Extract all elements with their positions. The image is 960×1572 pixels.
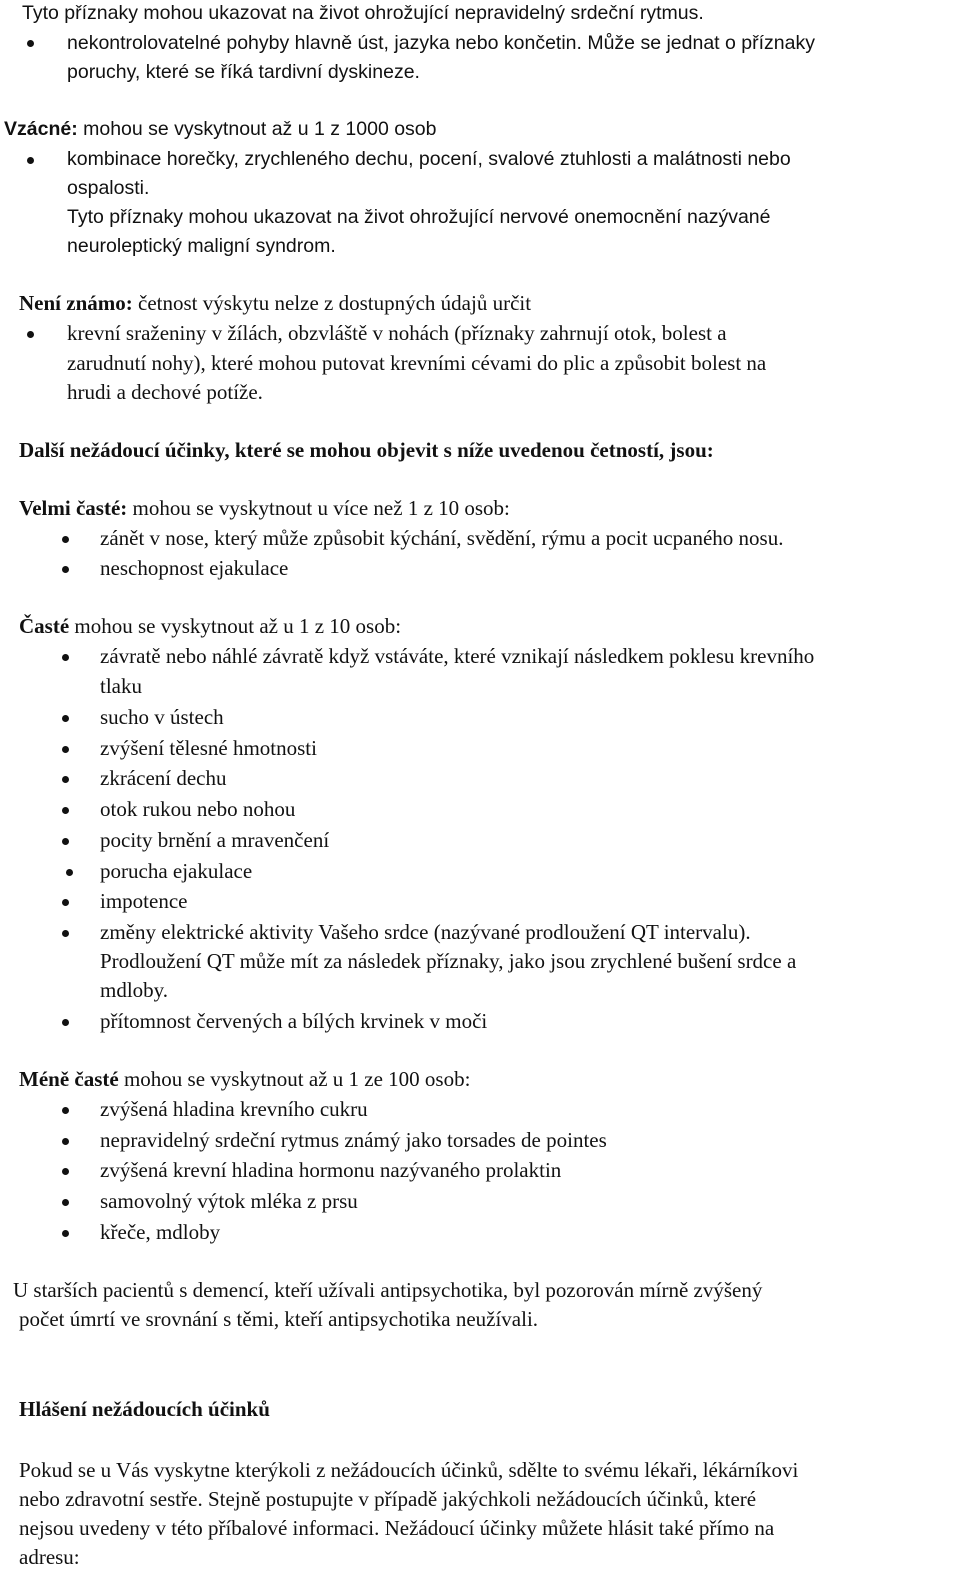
list-item-line: nekontrolovatelné pohyby hlavně úst, jazyka nebo končetin. Může se jednat o příznaky bbox=[67, 32, 815, 54]
list-item: křeče, mdloby bbox=[100, 1220, 221, 1244]
paragraph-elderly-line: počet úmrtí ve srovnání s těmi, kteří antipsychotika neužívali. bbox=[19, 1307, 539, 1331]
frequency-heading-common bbox=[19, 611, 401, 641]
list-item-line: ospalosti. bbox=[67, 177, 150, 199]
frequency-heading-rare bbox=[4, 114, 437, 144]
bullet-icon bbox=[62, 1168, 69, 1175]
paragraph-intro-tail: Tyto příznaky mohou ukazovat na život ohrožující nepravidelný srdeční rytmus. bbox=[22, 2, 704, 24]
list-item: zvýšení tělesné hmotnosti bbox=[100, 736, 317, 760]
bullet-icon bbox=[27, 331, 34, 338]
list-item: impotence bbox=[100, 889, 188, 913]
frequency-text: mohou se vyskytnout až u 1 z 10 osob: bbox=[69, 614, 402, 638]
list-item: přítomnost červených a bílých krvinek v moči bbox=[100, 1009, 488, 1033]
section-heading-other-effects: Další nežádoucí účinky, které se mohou objevit s níže uvedenou četností, jsou: bbox=[19, 438, 714, 462]
list-item-line: Tyto příznaky mohou ukazovat na život ohrožující nervové onemocnění nazývané bbox=[67, 206, 771, 228]
bullet-icon bbox=[62, 807, 69, 814]
bullet-icon bbox=[62, 1199, 69, 1206]
paragraph-reporting-line: nejsou uvedeny v této příbalové informaci. Nežádoucí účinky můžete hlásit také přímo na bbox=[19, 1516, 775, 1540]
bullet-icon bbox=[62, 838, 69, 845]
paragraph-reporting-line: nebo zdravotní sestře. Stejně postupujte v případě jakýchkoli nežádoucích účinků, které bbox=[19, 1487, 757, 1511]
section-heading-reporting: Hlášení nežádoucích účinků bbox=[19, 1397, 270, 1421]
frequency-text: mohou se vyskytnout až u 1 ze 100 osob: bbox=[118, 1067, 471, 1091]
bullet-icon bbox=[62, 1138, 69, 1145]
frequency-label: Časté bbox=[19, 614, 70, 638]
list-item: nepravidelný srdeční rytmus známý jako torsades de pointes bbox=[100, 1128, 607, 1152]
list-item: zkrácení dechu bbox=[100, 766, 227, 790]
bullet-icon bbox=[62, 776, 69, 783]
list-item-line: tlaku bbox=[100, 674, 142, 698]
list-item-line: hrudi a dechové potíže. bbox=[67, 380, 263, 404]
bullet-icon bbox=[62, 715, 69, 722]
bullet-icon bbox=[62, 930, 69, 937]
bullet-icon bbox=[62, 899, 69, 906]
list-item: zvýšená hladina krevního cukru bbox=[100, 1097, 368, 1121]
list-item: zvýšená krevní hladina hormonu nazývaného prolaktin bbox=[100, 1158, 562, 1182]
frequency-heading-uncommon bbox=[19, 1064, 470, 1094]
frequency-heading-unknown bbox=[19, 288, 531, 318]
bullet-icon bbox=[27, 157, 34, 164]
list-item: samovolný výtok mléka z prsu bbox=[100, 1189, 358, 1213]
frequency-text: mohou se vyskytnout u více než 1 z 10 osob: bbox=[127, 496, 510, 520]
paragraph-elderly-line: U starších pacientů s demencí, kteří užívali antipsychotika, byl pozorován mírně zvýšený bbox=[13, 1278, 763, 1302]
list-item-line: zarudnutí nohy), které mohou putovat krevními cévami do plic a způsobit bolest na bbox=[67, 351, 767, 375]
list-item-line: mdloby. bbox=[100, 978, 169, 1002]
bullet-icon bbox=[62, 566, 69, 573]
bullet-icon bbox=[62, 654, 69, 661]
bullet-icon bbox=[66, 869, 73, 876]
list-item: otok rukou nebo nohou bbox=[100, 797, 296, 821]
list-item-line: neuroleptický maligní syndrom. bbox=[67, 235, 336, 257]
frequency-label: Velmi časté: bbox=[19, 496, 128, 520]
list-item-line: poruchy, které se říká tardivní dyskineze. bbox=[67, 61, 420, 83]
bullet-icon bbox=[62, 1230, 69, 1237]
paragraph-reporting-line: adresu: bbox=[19, 1545, 80, 1569]
list-item-line: kombinace horečky, zrychleného dechu, pocení, svalové ztuhlosti a malátnosti nebo bbox=[67, 148, 791, 170]
list-item-line: závratě nebo náhlé závratě když vstáváte, které vznikají následkem poklesu krevního bbox=[100, 644, 815, 668]
list-item-line: změny elektrické aktivity Vašeho srdce (nazývané prodloužení QT intervalu). bbox=[100, 920, 751, 944]
list-item: porucha ejakulace bbox=[100, 859, 253, 883]
bullet-icon bbox=[27, 40, 34, 47]
list-item: sucho v ústech bbox=[100, 705, 224, 729]
frequency-text: mohou se vyskytnout až u 1 z 1000 osob bbox=[77, 118, 437, 140]
list-item: neschopnost ejakulace bbox=[100, 556, 289, 580]
frequency-heading-very-common bbox=[19, 493, 510, 523]
bullet-icon bbox=[62, 536, 69, 543]
frequency-label: Není známo: bbox=[19, 291, 133, 315]
frequency-text: četnost výskytu nelze z dostupných údajů určit bbox=[132, 291, 532, 315]
list-item-line: krevní sraženiny v žílách, obzvláště v nohách (příznaky zahrnují otok, bolest a bbox=[67, 321, 727, 345]
frequency-label: Méně časté bbox=[19, 1067, 119, 1091]
paragraph-reporting-line: Pokud se u Vás vyskytne kterýkoli z nežádoucích účinků, sdělte to svému lékaři, lékárníkovi bbox=[19, 1458, 799, 1482]
bullet-icon bbox=[62, 1107, 69, 1114]
list-item: zánět v nose, který může způsobit kýchání, svědění, rýmu a pocit ucpaného nosu. bbox=[100, 526, 784, 550]
list-item: pocity brnění a mravenčení bbox=[100, 828, 330, 852]
bullet-icon bbox=[62, 746, 69, 753]
bullet-icon bbox=[62, 1019, 69, 1026]
frequency-label: Vzácné: bbox=[4, 118, 78, 140]
list-item-line: Prodloužení QT může mít za následek příznaky, jako jsou zrychlené bušení srdce a bbox=[100, 949, 797, 973]
